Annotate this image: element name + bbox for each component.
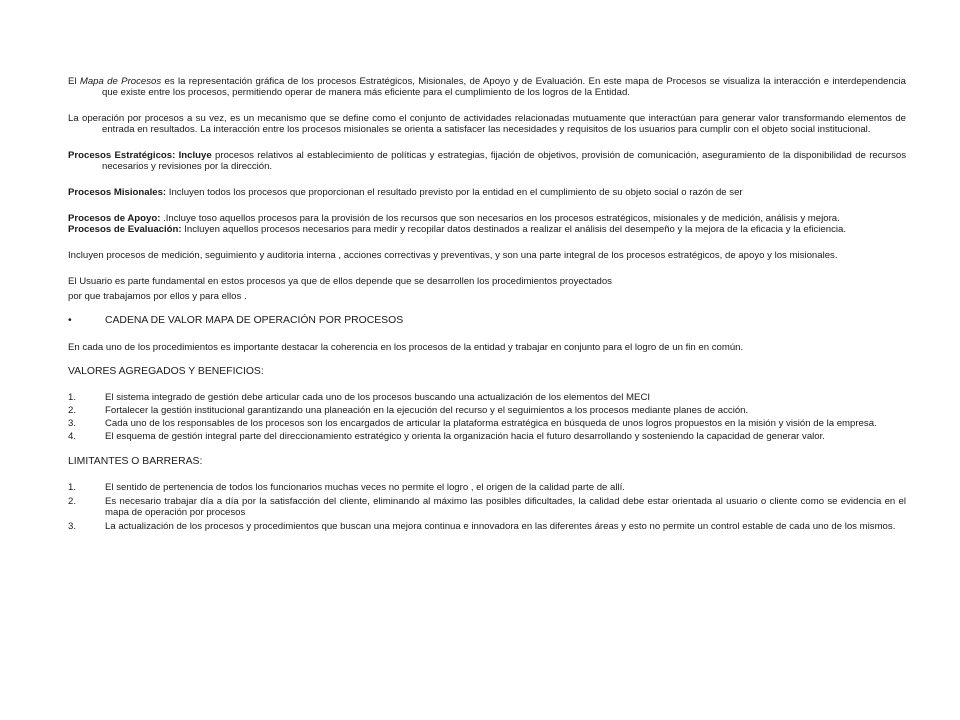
intro-post: es la representación gráfica de los procesos Estratégicos, Misionales, de Apoyo y de Evaluación. En este mapa de Procesos se visualiza la interacción e interdependencia que existe entre los procesos, permitiendo operar de manera más eficiente para el cumplimiento de los logros de la Entidad. <box>102 76 906 98</box>
operation-paragraph: La operación por procesos a su vez, es un mecanismo que se define como el conjunto de actividades relacionadas mutuamente que interactúan para generar valor transformando elementos de entrada en resultados. La interacción entre los procesos misionales se orienta a satisfacer las necesidades y requisitos de los usuarios para cumplir con el objeto social institucional. <box>68 113 906 135</box>
intro-pre: El <box>68 76 80 87</box>
list-item: 1. El sentido de pertenencia de todos los funcionarios muchas veces no permite el logro , el origen de la calidad parte de allí. <box>68 482 625 493</box>
limits-heading: LIMITANTES O BARRERAS: <box>68 456 203 467</box>
strategic-text: procesos relativos al establecimiento de políticas y estrategias, fijación de objetivos, provisión de comunicación, aseguramiento de la disponibilidad de recursos necesarios y revisiones por la dirección. <box>102 150 906 172</box>
values-list <box>68 392 906 442</box>
coherence-paragraph: En cada uno de los procedimientos es importante destacar la coherencia en los procesos de la entidad y trabajar en conjunto para el logro de un fin en común. <box>68 342 744 353</box>
limits-list <box>68 482 906 532</box>
evaluation-label: Procesos de Evaluación: <box>68 224 182 235</box>
list-item: 3. La actualización de los procesos y procedimientos que buscan una mejora continua e innovadora en las diferentes áreas y esto no permite un control estable de cada uno de los mismos. <box>68 521 896 532</box>
missional-paragraph <box>68 187 906 198</box>
missional-text: Incluyen todos los procesos que proporcionan el resultado previsto por la entidad en el cumplimiento de su objeto social o razón de ser <box>166 187 743 198</box>
evaluation-paragraph <box>68 224 906 235</box>
intro-term: Mapa de Procesos <box>79 76 162 87</box>
missional-label: Procesos Misionales: <box>68 187 167 198</box>
values-heading: VALORES AGREGADOS Y BENEFICIOS: <box>68 366 264 377</box>
document-body <box>68 76 906 532</box>
value-chain-heading <box>68 315 906 327</box>
list-item: 3. Cada uno de los responsables de los procesos son los encargados de articular la plataforma estratégica en búsqueda de unos logros propuestos en la misión y visión de la empresa. <box>68 418 877 429</box>
intro-paragraph <box>68 76 906 98</box>
bullet-icon: • <box>68 315 72 326</box>
list-item: 2. Fortalecer la gestión institucional garantizando una planeación en la ejecución del recurso y el seguimientos a los procesos mediante planes de acción. <box>68 405 749 416</box>
list-item: 1. El sistema integrado de gestión debe articular cada uno de los procesos buscando una actualización de los elementos del MECI <box>68 392 651 403</box>
measurement-paragraph: Incluyen procesos de medición, seguimiento y auditoria interna , acciones correctivas y preventivas, y son una parte integral de los procesos estratégicos, de apoyo y los misionales. <box>68 250 838 261</box>
list-item: 2. Es necesario trabajar día a día por la satisfacción del cliente, eliminando al máximo las posibles dificultades, la calidad debe estar orientada al usuario o cliente como se evidencia en el mapa de operación por procesos <box>68 496 906 518</box>
evaluation-text: Incluyen aquellos procesos necesarios para medir y recopilar datos destinados a realizar el análisis del desempeño y la mejora de la eficacia y la eficiencia. <box>181 224 847 235</box>
strategic-label: Procesos Estratégicos: Incluye <box>68 150 212 161</box>
list-item: 4. El esquema de gestión integral parte del direccionamiento estratégico y orienta la organización hacia el futuro desarrollando y sosteniendo la capacidad de generar valor. <box>68 431 825 442</box>
support-label: Procesos de Apoyo: <box>68 213 161 224</box>
strategic-paragraph <box>68 150 906 172</box>
value-chain-title: CADENA DE VALOR MAPA DE OPERACIÓN POR PROCESOS <box>105 315 404 326</box>
support-text: .Incluye toso aquellos procesos para la provisión de los recursos que son necesarios en los procesos estratégicos, misionales y de medición, análisis y mejora. <box>160 213 840 224</box>
user-line-1: El Usuario es parte fundamental en estos procesos ya que de ellos depende que se desarrollen los procedimientos proyectados <box>68 276 612 287</box>
user-line-2: por que trabajamos por ellos y para ellos . <box>68 291 247 302</box>
support-paragraph <box>68 213 906 224</box>
